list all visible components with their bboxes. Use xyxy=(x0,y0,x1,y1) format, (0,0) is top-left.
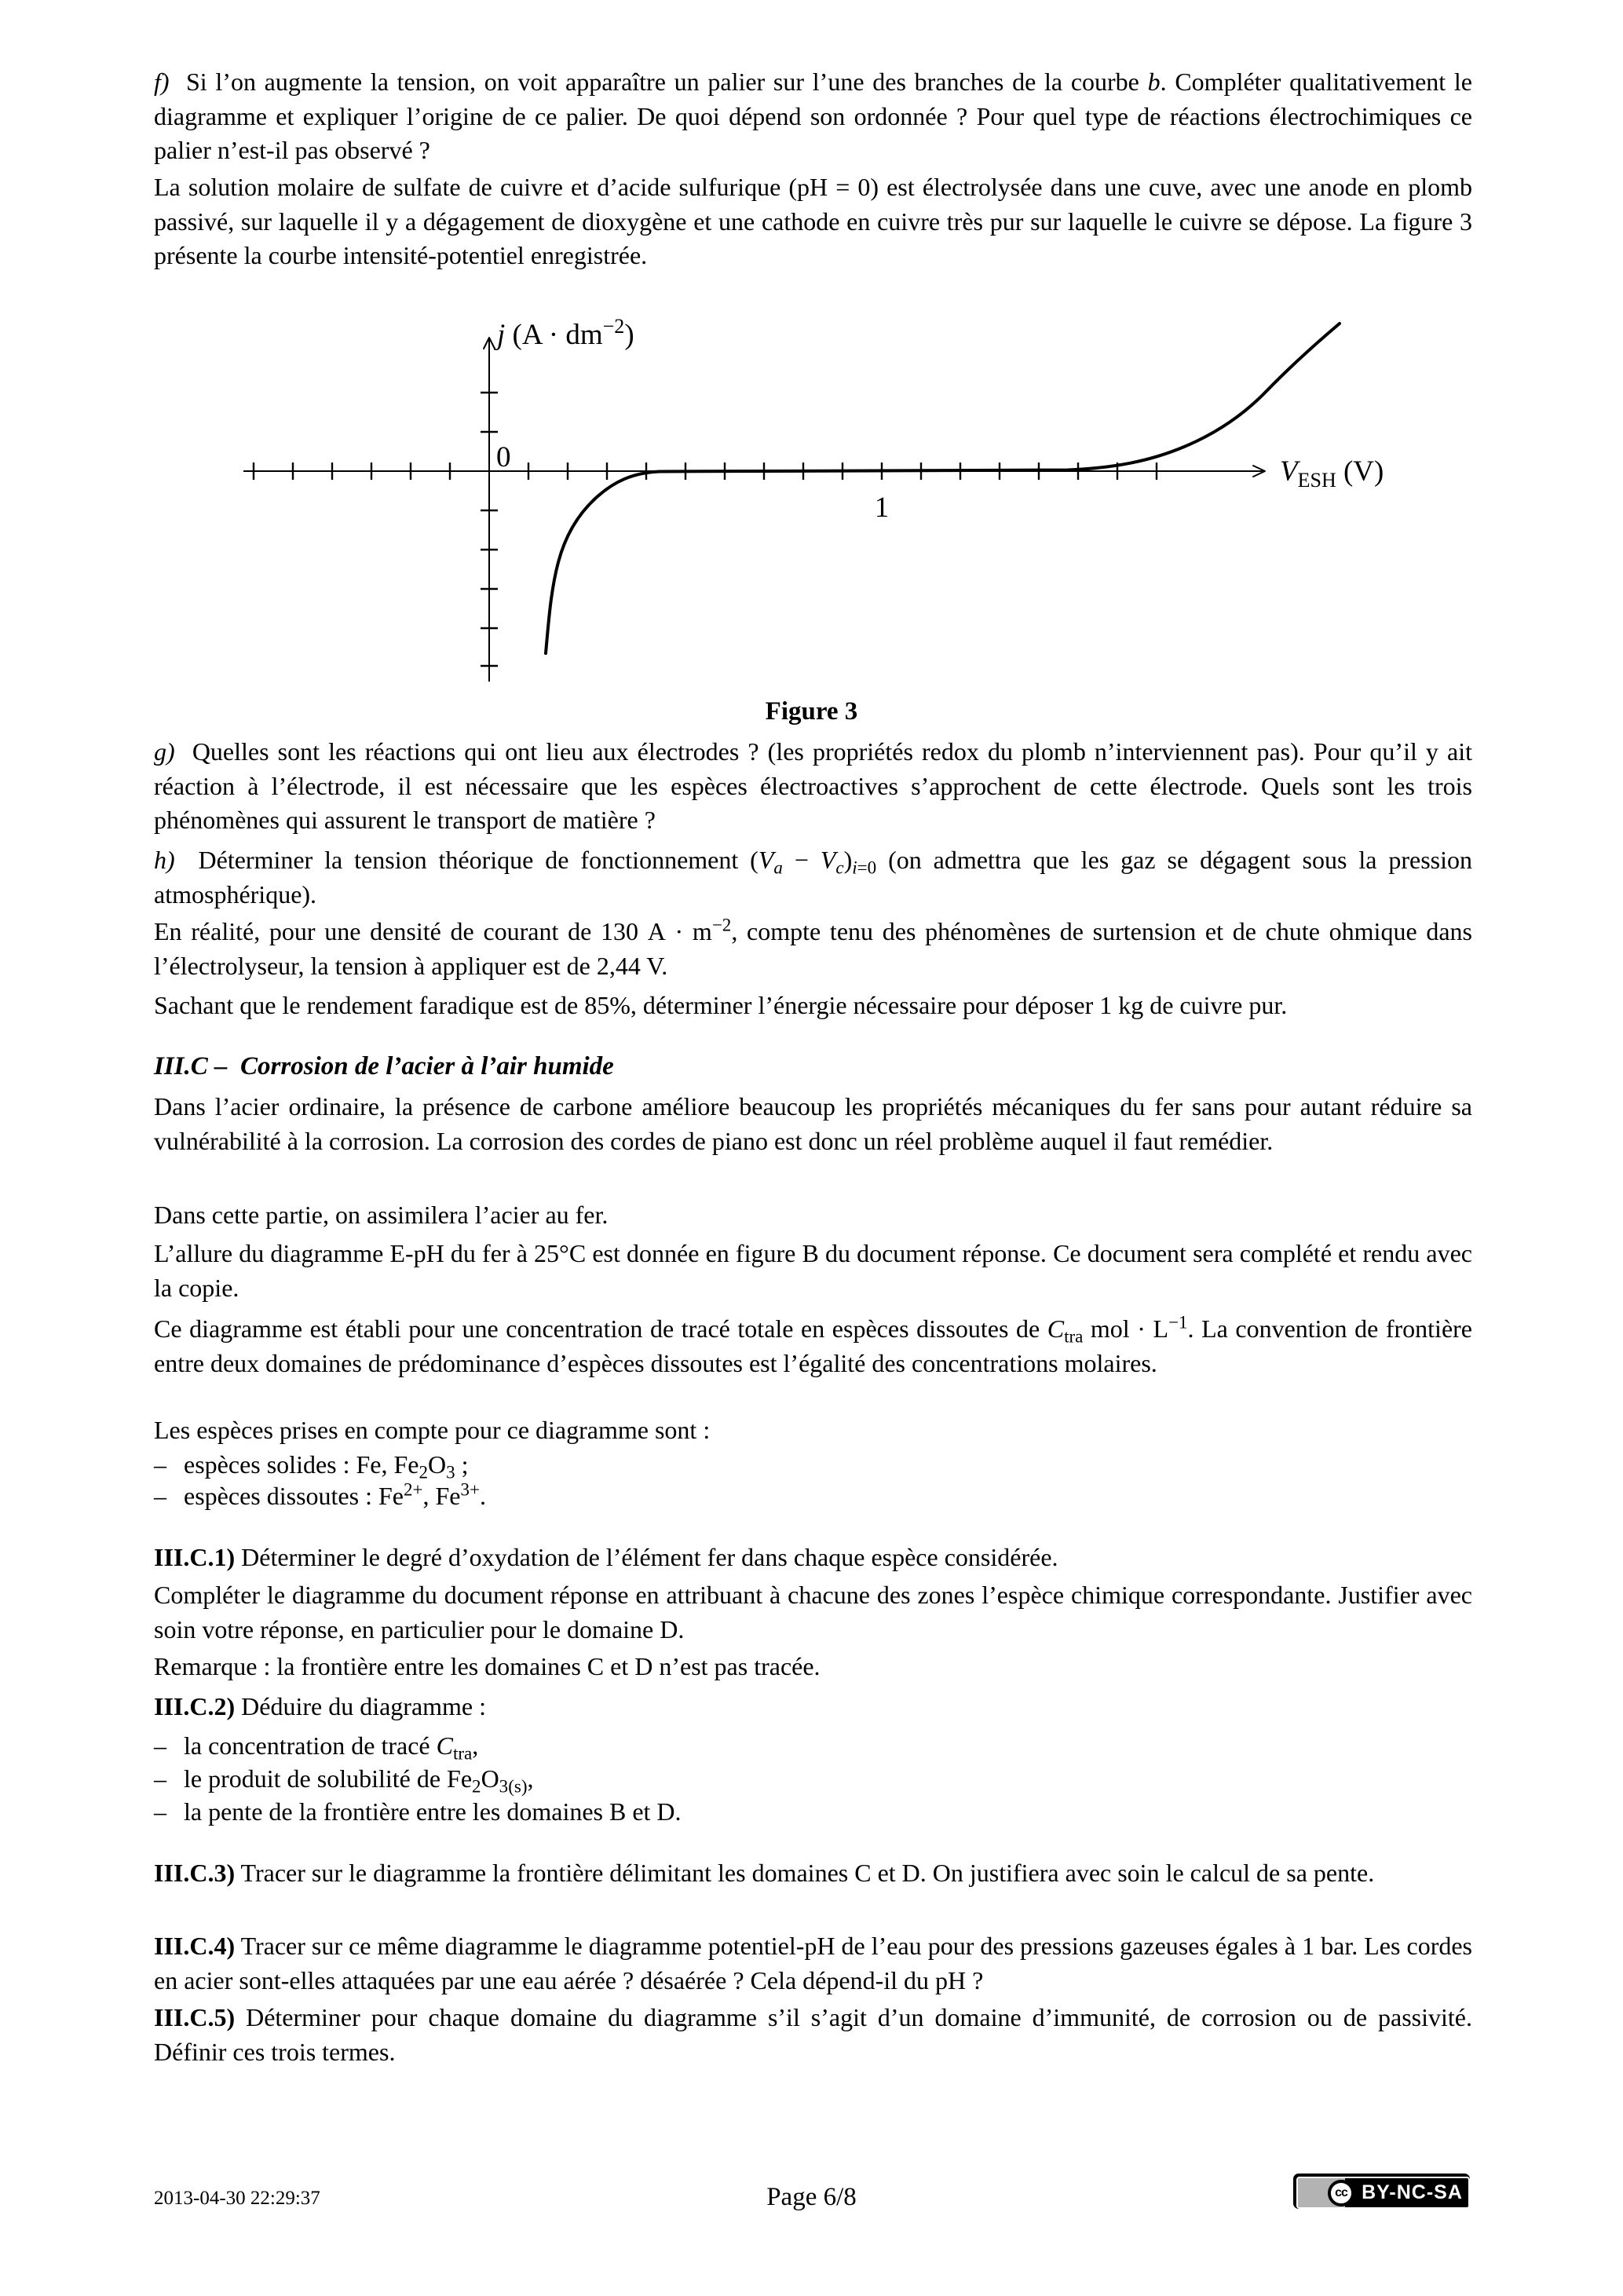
current-potential-curve xyxy=(546,324,1340,653)
paragraph-realite: En réalité, pour une densité de courant de 130 $A \cdot m^{-2}$, compte tenu des phénomènes de surtension et de chute ohmique dans l’électrolyseur, la tension à appliquer est de 2,44 V. xyxy=(154,914,1473,980)
question-III-C-4: III.C.4) Tracer sur ce même diagramme le diagramme potentiel-pH de l’eau pour des pressions gazeuses égales à 1 bar. Les cordes en acier sont-elles attaquées par une eau aérée ? désaérée ? Cela dépend-il du pH ? xyxy=(154,1932,1472,1994)
cc-badge-gray-panel xyxy=(1298,2178,1345,2207)
list-item-text: la concentration de tracé $C_{tra}$, xyxy=(184,1731,479,1764)
paragraph-diagramme: Ce diagramme est établi pour une concentration de tracé totale en espèces dissoutes de $C_{tra}$ mol · $L^{-1}$. La convention de frontière entre deux domaines de prédominance d’espèces dissoutes est l’égalité des concentrations molaires. xyxy=(154,1311,1473,1377)
origin-label: 0 xyxy=(496,441,511,473)
remarque: Remarque : la frontière entre les domaines C et D n’est pas tracée. xyxy=(154,1652,821,1680)
paragraph-g: g) Quelles sont les réactions qui ont lieu aux électrodes ? (les propriétés redox du plomb n’interviennent pas). Pour qu’il y ait réaction à l’électrode, il est nécessaire que les espèces électroactives s’approchent de cette électrode. Quels sont les trois phénomènes qui assurent le transport de matière ? xyxy=(154,737,1472,834)
list-item-q2-solubilite xyxy=(154,1762,1472,1797)
figure-3-plot xyxy=(0,306,1623,699)
y-axis-title: j $(A \cdot dm^{-2})$ xyxy=(497,315,634,351)
list-item-q2-concentration xyxy=(154,1729,1472,1764)
list-item-text: le produit de solubilité de $Fe_2O_{3(s)}$, xyxy=(184,1764,534,1797)
list-item-q2-pente xyxy=(154,1795,1472,1830)
x-tick-label-1: 1 xyxy=(874,492,890,524)
question-III-C-3: III.C.3) Tracer sur le diagramme la frontière délimitant les domaines C et D. On justifiera avec soin le calcul de sa pente. xyxy=(154,1859,1375,1887)
list-item-especes-dissoutes xyxy=(154,1479,1472,1514)
paragraph-h: h) Déterminer la tension théorique de fonctionnement $(V_a - V_c)_{i=0}$ (on admettra que les gaz se dégagent sous la pression atmosphérique). xyxy=(154,846,1473,909)
paragraph-solution: La solution molaire de sulfate de cuivre et d’acide sulfurique (pH = 0) est électrolysée dans une cuve, avec une anode en plomb passivé, sur laquelle il y a dégagement de dioxygène et une cathode en cuivre très pur sur laquelle le cuivre se dépose. La figure 3 présente la courbe intensité-potentiel enregistrée. xyxy=(154,173,1472,269)
list-dash: – xyxy=(154,1764,166,1793)
paragraph-sachant: Sachant que le rendement faradique est de 85%, déterminer l’énergie nécessaire pour déposer 1 kg de cuivre pur. xyxy=(154,991,1288,1019)
question-III-C-1: III.C.1) Déterminer le degré d’oxydation de l’élément fer dans chaque espèce considérée. xyxy=(154,1543,1058,1571)
cc-license-badge xyxy=(1293,2174,1470,2209)
list-dash: – xyxy=(154,1797,166,1826)
list-dash: – xyxy=(154,1482,166,1510)
paragraph-allure: L’allure du diagramme E-pH du fer à 25°C est donnée en figure B du document réponse. Ce document sera complété et rendu avec la copie. xyxy=(154,1239,1472,1302)
question-III-C-1-followup: Compléter le diagramme du document réponse en attribuant à chacune des zones l’espèce chimique correspondante. Justifier avec soin votre réponse, en particulier pour le domaine D. xyxy=(154,1581,1472,1643)
list-dash: – xyxy=(154,1450,166,1479)
cc-logo-icon: cc xyxy=(1328,2180,1354,2206)
list-item-text: la pente de la frontière entre les domaines B et D. xyxy=(184,1797,682,1826)
paragraph-especes-intro: Les espèces prises en compte pour ce diagramme sont : xyxy=(154,1416,711,1444)
paragraph-acier: Dans l’acier ordinaire, la présence de carbone améliore beaucoup les propriétés mécaniques du fer sans pour autant réduire sa vulnérabilité à la corrosion. La corrosion des cordes de piano est donc un réel problème auquel il faut remédier. xyxy=(154,1092,1472,1155)
page-number: Page 6/8 xyxy=(766,2183,857,2211)
section-heading-IIIC: III.C – Corrosion de l’acier à l’air humide xyxy=(154,1052,614,1080)
paragraph-partie: Dans cette partie, on assimilera l’acier au fer. xyxy=(154,1201,609,1229)
cc-badge-label: BY-NC-SA xyxy=(1362,2181,1463,2203)
x-axis-title: $V_{ESH}$ (V) xyxy=(1280,455,1384,492)
list-item-text: espèces dissoutes : $Fe^{2+}$, $Fe^{3+}$. xyxy=(184,1479,486,1510)
figure-caption: Figure 3 xyxy=(765,697,858,726)
list-item-especes-solides xyxy=(154,1448,1472,1483)
paragraph-f: f) Si l’on augmente la tension, on voit apparaître un palier sur l’une des branches de la courbe b. Compléter qualitativement le diagramme et expliquer l’origine de ce palier. De quoi dépend son ordonnée ? Pour quel type de réactions électrochimiques ce palier n’est-il pas observé ? xyxy=(154,68,1473,164)
list-item-text: espèces solides : Fe, $Fe_2O_3$ ; xyxy=(184,1450,469,1483)
list-dash: – xyxy=(154,1731,166,1760)
question-III-C-5: III.C.5) Déterminer pour chaque domaine du diagramme s’il s’agit d’un domaine d’immunité, de corrosion ou de passivité. Définir ces trois termes. xyxy=(154,2003,1472,2066)
question-III-C-2: III.C.2) Déduire du diagramme : xyxy=(154,1692,487,1720)
footer-timestamp: 2013-04-30 22:29:37 xyxy=(154,2188,320,2209)
cc-badge-inner xyxy=(1296,2177,1470,2209)
